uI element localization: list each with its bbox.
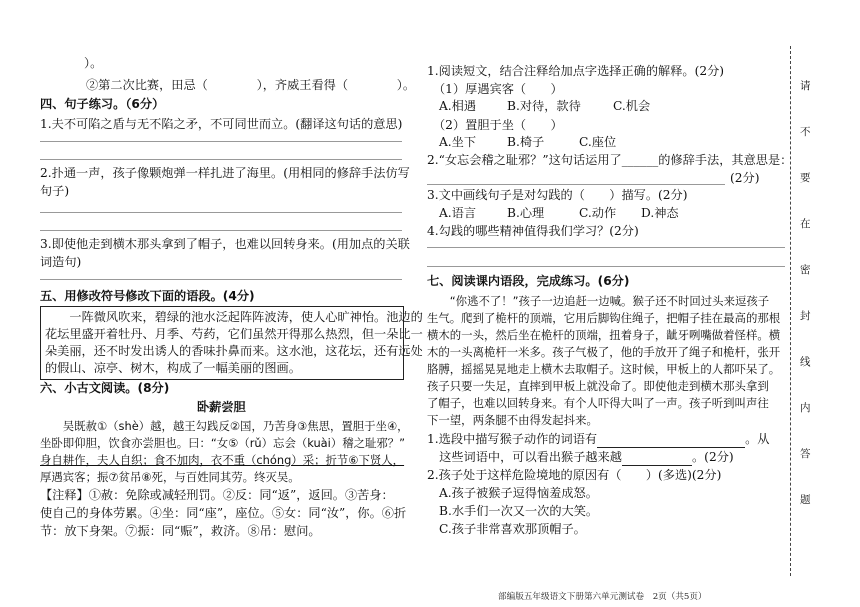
answer-line[interactable] [427, 184, 725, 185]
passage-line: 一阵微风吹来，碧绿的池水泛起阵阵波涛，使人心旷神怡。池边的 [45, 310, 423, 324]
r-q1-sub1: （1）厚遇宾客（ ） [433, 82, 563, 96]
classical-line: 厚遇宾客；振⑦贫吊⑧死，与百姓同其劳。终灭吴。 [40, 470, 300, 484]
p-q1-end: 。从 [745, 432, 770, 446]
binding-char: 密 [800, 264, 811, 276]
p-q2: 2.孩子处于这样危险境地的原因有（ ）(多选)(2分) [427, 468, 722, 482]
option[interactable]: A.相遇 [439, 99, 477, 113]
r-q4: 4.勾践的哪些精神值得我们学习？(2分) [427, 224, 639, 238]
option[interactable]: C.动作 [579, 206, 617, 220]
option[interactable]: D.神态 [641, 206, 679, 220]
section4-title: 四、句子练习。（6分） [40, 97, 165, 111]
option[interactable]: C.座位 [579, 135, 617, 149]
passage-line: 生气。爬到了桅杆的顶端，它用后脚钩住绳子，把帽子挂在最高的那根 [427, 311, 781, 325]
option[interactable]: C.机会 [613, 99, 651, 113]
binding-char: 在 [800, 218, 811, 230]
passage-line: 朵美丽，还不时发出诱人的香味扑鼻而来。这水池，这花坛，还有远处 [45, 344, 423, 358]
binding-char: 请 [800, 80, 811, 92]
passage-line: 下一望，两条腿不由得发起抖来。 [427, 413, 598, 427]
binding-char: 线 [800, 356, 811, 368]
notes-line: 【注释】①赦：免除或减轻刑罚。②反：同“返”，返回。③苦身： [40, 488, 394, 502]
sec4-q2-line2: 句子) [40, 184, 70, 198]
answer-line[interactable] [427, 266, 785, 267]
sec4-q3-line2: 词造句) [40, 255, 82, 269]
section6-title: 六、小古文阅读。(8分) [40, 381, 170, 395]
p-q1-line1 [427, 432, 769, 448]
r-q2-line1: 2.“女忘会稽之耻邪？”这句话运用了______的修辞手法，其意思是： [427, 153, 793, 167]
p-q1-text: 1.选段中描写猴子动作的词语有 [427, 432, 598, 446]
section5-title: 五、用修改符号修改下面的语段。(4分) [40, 289, 255, 303]
answer-blank[interactable] [622, 450, 692, 466]
q3-item2: ②第二次比赛，田忌（ ），齐威王看得（ ）。 [86, 78, 416, 92]
option[interactable]: B.水手们一次又一次的大笑。 [439, 504, 599, 518]
passage-line: 木的一头离桅杆一米多。孩子气极了，他的手放开了绳子和桅杆，张开 [427, 345, 781, 359]
text-title: 卧薪尝胆 [197, 400, 246, 414]
answer-line[interactable] [427, 247, 785, 248]
passage-line: 花坛里盛开着牡丹、月季、芍药，它们虽然开得那么热烈，但一朵比一 [45, 327, 423, 341]
classical-line: 吴既赦①（shè）越，越王勾践反②国，乃苦身③焦思，置胆于坐④， [40, 419, 409, 433]
passage-line: 了帽子，也难以回转身来。有个人吓得大叫了一声。孩子听到叫声往 [427, 396, 769, 410]
r-q3: 3.文中画线句子是对勾践的（ ）描写。(2分) [427, 188, 688, 202]
r-q2-points: (2分) [730, 171, 760, 185]
r-q1: 1.阅读短文，结合注释给加点字选择正确的解释。(2分) [427, 64, 725, 78]
option[interactable]: A.语言 [439, 206, 477, 220]
answer-line[interactable] [40, 279, 402, 280]
passage-line: “你逃不了！”孩子一边追赶一边喊。猴子还不时回过头来逗孩子 [427, 294, 770, 308]
option[interactable]: A.坐下 [439, 135, 477, 149]
answer-line[interactable] [40, 212, 402, 213]
passage-line: 横木的一头，然后坐在桅杆的顶端，扭着身子，龇牙咧嘴做着怪样。横 [427, 328, 781, 342]
passage-line: 孩子只要一失足，直摔到甲板上就没命了。即使他走到横木那头拿到 [427, 379, 769, 393]
sec4-q3-line1: 3.即使他走到横木那头拿到了帽子，也难以回转身来。(用加点的关联 [40, 237, 410, 251]
option[interactable]: A.孩子被猴子逗得恼羞成怒。 [439, 486, 598, 500]
binding-char: 内 [800, 402, 811, 414]
binding-char: 要 [800, 172, 811, 184]
passage-line: 胳膊，摇摇晃晃地走上横木去取帽子。这时候，甲板上的人都吓呆了。 [427, 362, 781, 376]
option[interactable]: B.对待，款待 [507, 99, 581, 113]
r-q1-sub2: （2）置胆于坐（ ） [433, 118, 563, 132]
binding-char: 题 [800, 494, 811, 506]
page-footer: 部编版五年级语文下册第六单元测试卷 2页（共5页） [498, 592, 707, 602]
revision-passage-box [40, 306, 423, 380]
answer-blank[interactable] [597, 432, 745, 448]
notes-line: 使自己的身体劳累。④坐：同“座”，座位。⑤女：同“汝”，你。⑥折 [40, 506, 407, 520]
option[interactable]: C.孩子非常喜欢那顶帽子。 [439, 522, 586, 536]
p-q1-points: 。(2分) [692, 450, 734, 464]
answer-line[interactable] [40, 159, 402, 160]
passage-line: 的假山、凉亭、树木，构成了一幅美丽的图画。 [45, 361, 301, 375]
classical-line: 坐卧即仰胆，饮食亦尝胆也。曰：“女⑤（rǔ）忘会（kuài）稽之耻邪？” [40, 436, 406, 450]
q3-tail: ）。 [84, 56, 103, 70]
binding-char: 封 [800, 310, 811, 322]
answer-line[interactable] [40, 141, 402, 142]
option[interactable]: B.椅子 [507, 135, 545, 149]
binding-char: 答 [800, 448, 811, 460]
p-q1-text2: 这些词语中，可以看出猴子越来越 [427, 450, 622, 464]
binding-line [790, 46, 792, 576]
binding-char: 不 [800, 126, 811, 138]
classical-line-underlined: 身自耕作，夫人自织；食不加肉，衣不重（chóng）采；折节⑥下贤人， [40, 453, 405, 467]
option[interactable]: B.心理 [507, 206, 545, 220]
sec4-q1: 1.夫不可陷之盾与无不陷之矛，不可同世而立。(翻译这句话的意思) [40, 117, 403, 131]
notes-line: 节：放下身架。⑦振：同“赈”，救济。⑧吊：慰问。 [40, 524, 321, 538]
section7-title: 七、阅读课内语段，完成练习。(6分) [427, 274, 630, 288]
p-q1-line2 [427, 450, 734, 466]
sec4-q2-line1: 2.扑通一声，孩子像颗炮弹一样扎进了海里。(用相同的修辞手法仿写 [40, 166, 410, 180]
answer-line[interactable] [40, 230, 402, 231]
